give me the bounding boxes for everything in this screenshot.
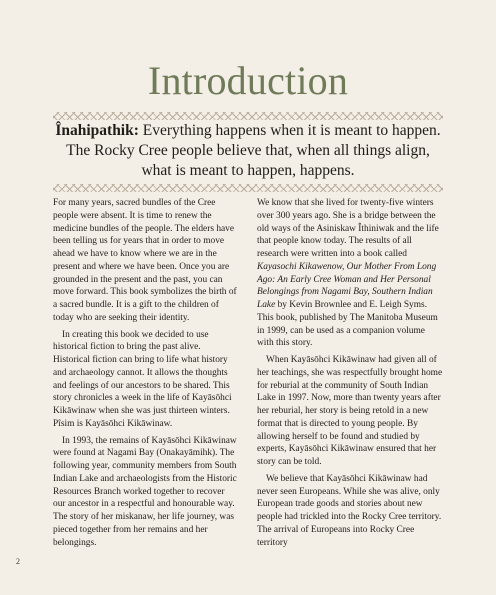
paragraph: For many years, sacred bundles of the Cree people were absent. It is time to renew the medicine bundles of the people. The elders have been telling us for years that in order to move ahead we have to know where we are in the present and where we have been. Once you are grounded in the present and the past, you can move forward. This book symbolizes the birth of a sacred bundle. It is a gift to the children of today who are seeking their identity. bbox=[53, 198, 237, 323]
paragraph: In creating this book we decided to use historical fiction to bring the past alive. Historical fiction can bring to life what history and archaeology cannot. It allows the thoughts and feelings of our ancestors to be shared. This story chronicles a week in the life of Kayāsōhci Kikāwinaw when she was just thirteen winters. Pîsim is Kayāsōhci Kikāwinaw. bbox=[53, 329, 232, 429]
page-number: 2 bbox=[16, 557, 20, 566]
left-column bbox=[53, 197, 239, 553]
paragraph-text: by Kevin Brownlee and E. Leigh Syms. This book, published by The Manitoba Museum in 1999, can be used as a companion volume with this story. bbox=[257, 300, 438, 349]
paragraph-text: We know that she lived for twenty-five winters over 300 years ago. She is a bridge between the old ways of the Asiniskaw Îthiniwak and the life that people know today. The results of all research were written into a book called bbox=[257, 198, 439, 259]
paragraph: We believe that Kayāsōhci Kikāwinaw had never seen Europeans. While she was alive, only European trade goods and stories about new people had trickled into the Rocky Cree territory. The arrival of Europeans into Rocky Cree territory bbox=[257, 473, 442, 548]
paragraph: In 1993, the remains of Kayāsōhci Kikāwinaw were found at Nagami Bay (Onakayāmihk). The following year, community members from South Indian Lake and archaeologists from the Historic Resources Branch worked together to recover our ancestor in a respectful and honourable way. The story of her miskanaw, her life journey, was pieced together from her remains and her belongings. bbox=[53, 435, 237, 548]
paragraph bbox=[257, 197, 443, 350]
epigraph bbox=[50, 121, 446, 181]
paragraph: When Kayāsōhci Kikāwinaw had given all of her teachings, she was respectfully brought home for reburial at the community of South Indian Lake in 1997. Now, more than twenty years after her reburial, her story is being retold in a new format that is directed to young people. By allowing herself to be found and studied by experts, Kayāsōhci Kikāwinaw ensured that her story can be told. bbox=[257, 355, 443, 467]
right-column bbox=[257, 197, 443, 553]
book-title: Kayasochi Kikawenow, Our Mother From Long Ago: An Early Cree Woman and Her Personal Belongings from Nagami Bay, Southern Indian Lake bbox=[257, 261, 437, 310]
page-title: Introduction bbox=[147, 58, 349, 103]
decorative-rule-bottom bbox=[53, 184, 443, 192]
decorative-rule-top bbox=[53, 112, 443, 120]
epigraph-term: Înahipathik: bbox=[55, 122, 139, 139]
epigraph-text: Everything happens when it is meant to happen. The Rocky Cree people believe that, when all things align, what is meant to happen, happens. bbox=[66, 122, 441, 179]
